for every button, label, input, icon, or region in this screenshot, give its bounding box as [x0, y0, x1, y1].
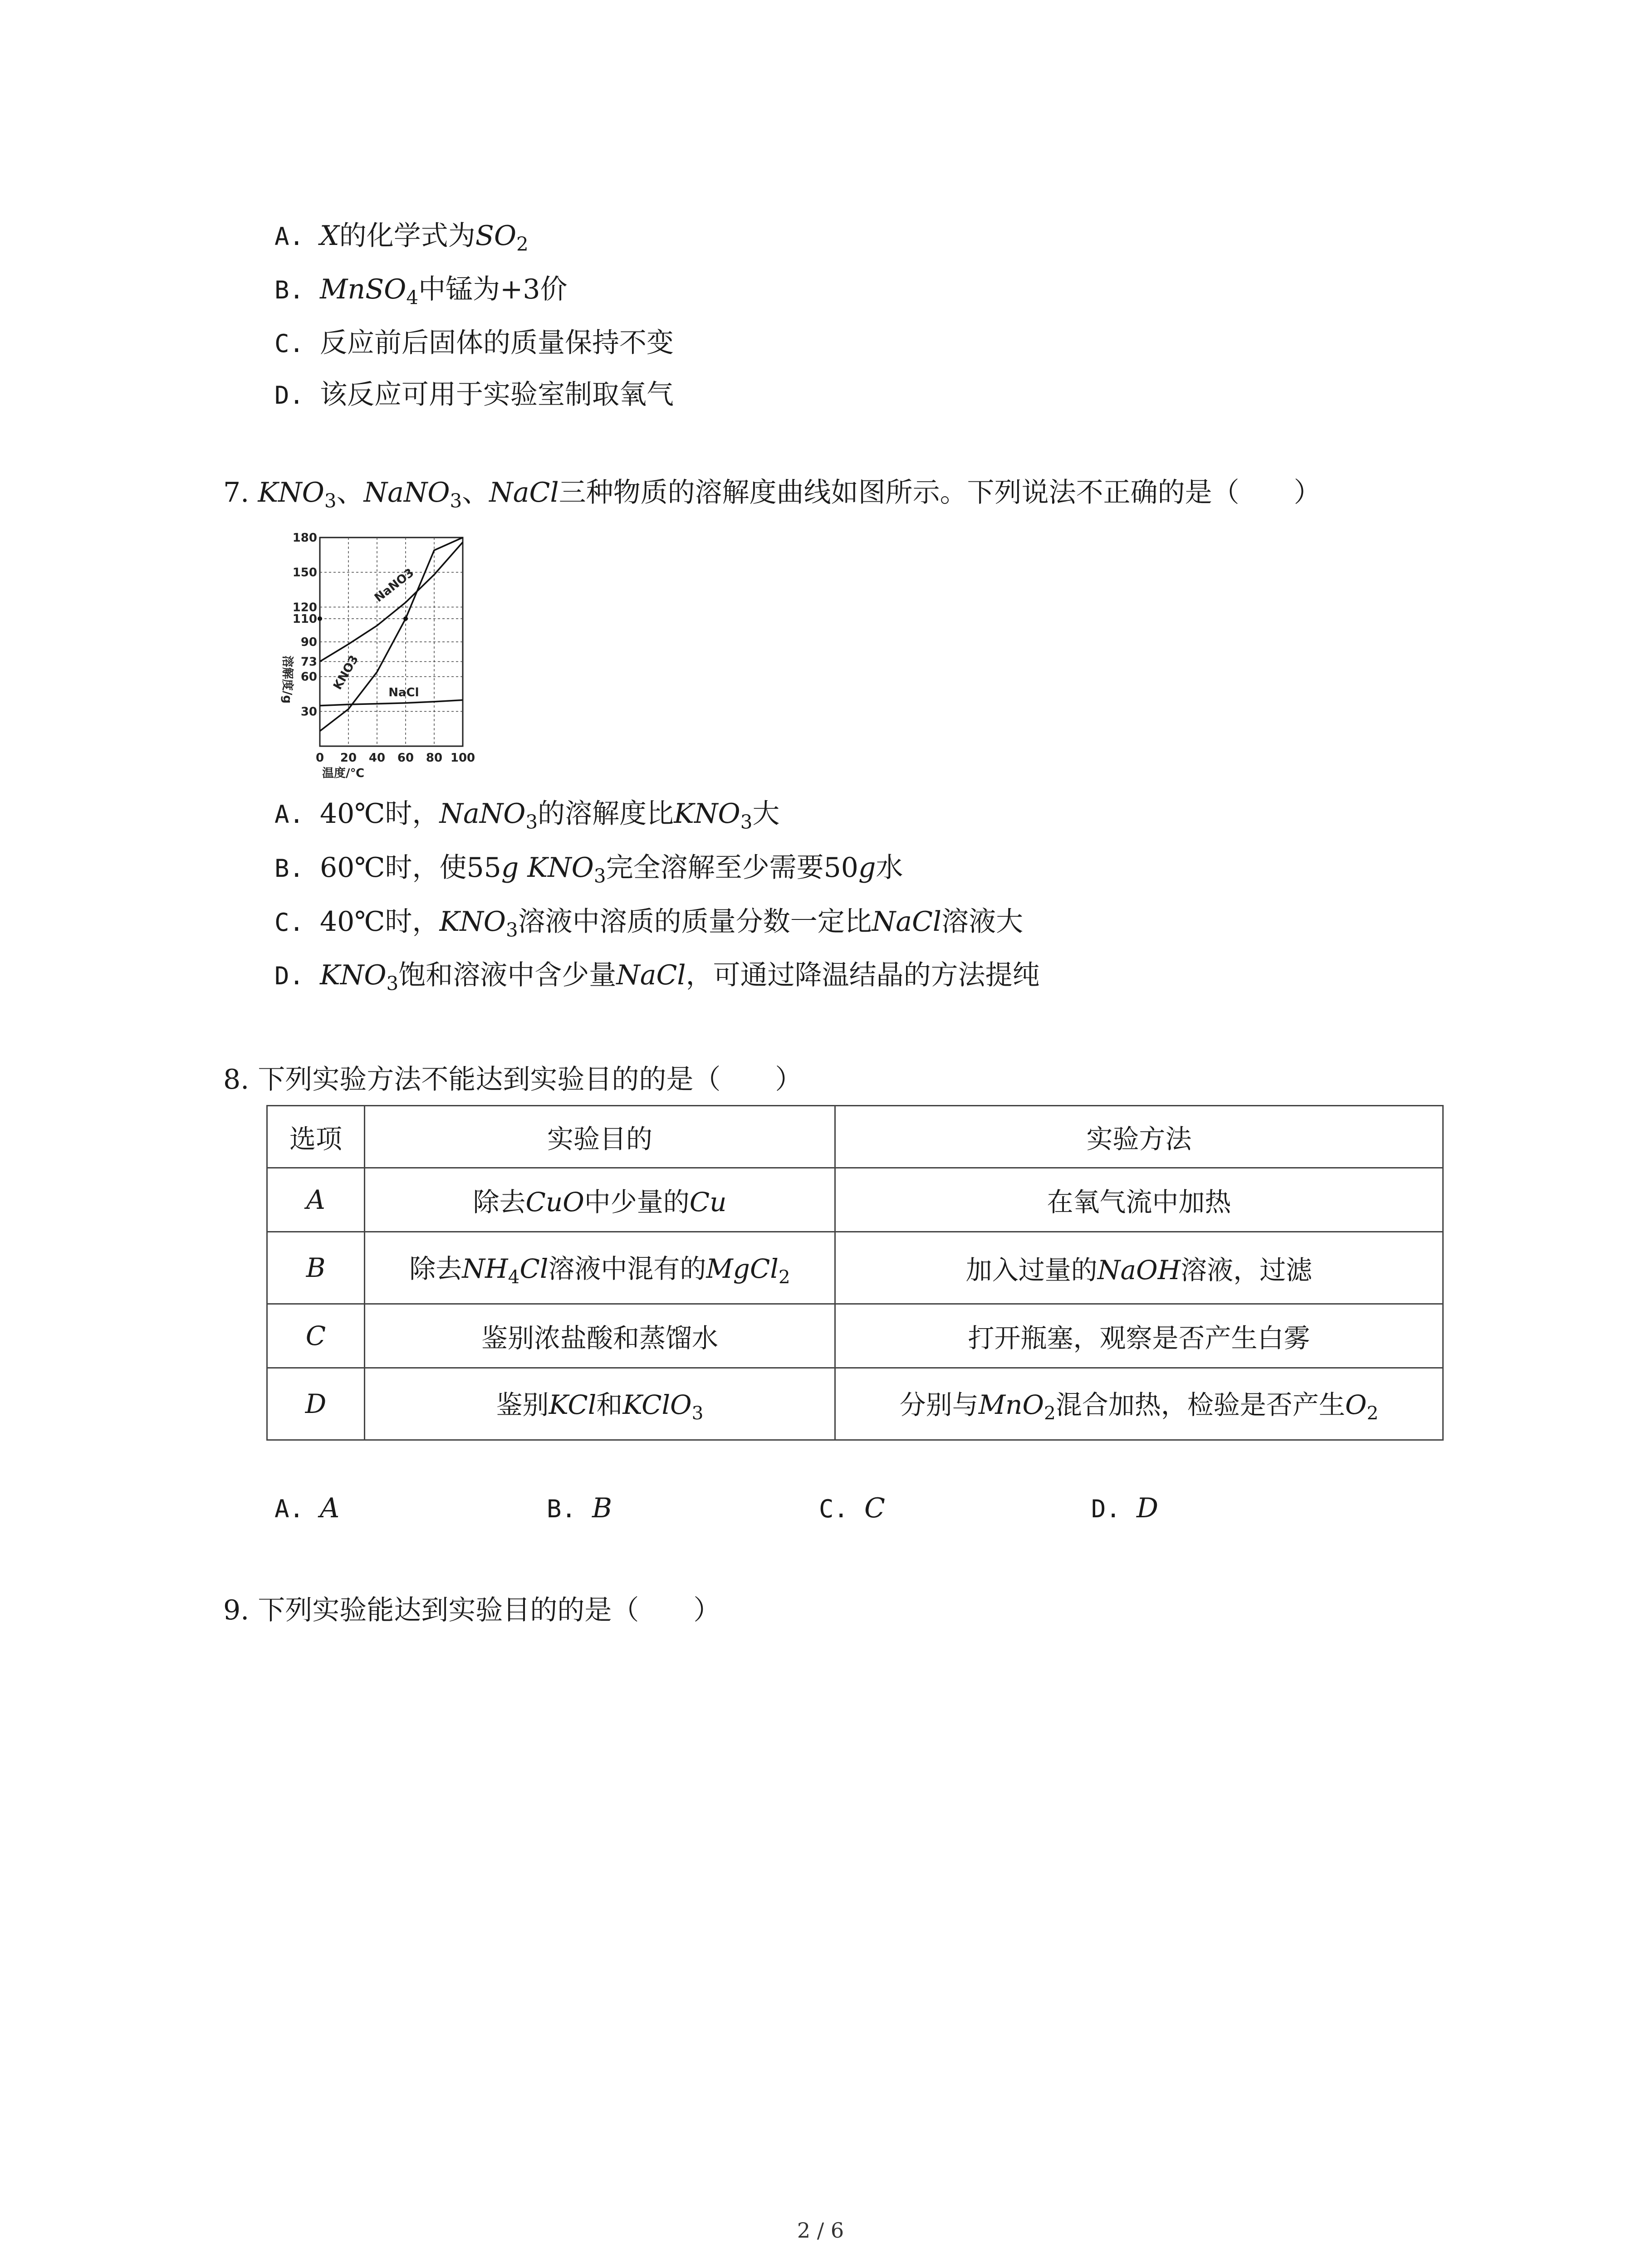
y-tick-label: 30 — [300, 705, 317, 719]
table-header-method: 实验方法 — [835, 1106, 1443, 1168]
table-row: B 除去$NH_4Cl$溶液中混有的MgCl$_2$ 加入过量的NaOH溶液，过滤 — [267, 1232, 1443, 1304]
y-tick-label: 120 — [292, 601, 317, 615]
series-label: NaCl — [388, 686, 419, 700]
table-row: C 鉴别浓盐酸和蒸馏水 打开瓶塞，观察是否产生白雾 — [267, 1304, 1443, 1368]
y-tick-label: 73 — [300, 655, 317, 669]
x-tick-label: 40 — [368, 751, 386, 765]
x-tick-label: 0 — [315, 751, 324, 765]
q8-option-a: A. A — [274, 1492, 340, 1524]
solubility-chart — [268, 528, 481, 782]
table-header-option: 选项 — [267, 1106, 365, 1168]
page-number: 2 / 6 — [797, 2218, 844, 2243]
q6-option-b: B. MnSO$_4$中锰为+3价 — [274, 274, 568, 309]
table-row: D 鉴别KCl和KClO$_3$ 分别与MnO$_2$混合加热，检验是否产生$O_2$ — [267, 1368, 1443, 1440]
series-label: NaNO3 — [372, 566, 417, 605]
q7-option-c: C. 40℃时，$KNO_3$溶液中溶质的质量分数一定比NaCl溶液大 — [274, 906, 1024, 941]
x-axis-label: 温度/℃ — [322, 767, 364, 780]
curve-nano3 — [320, 542, 463, 661]
intersection-point — [403, 616, 408, 621]
q7-option-a: A. 40℃时，NaNO$_3$的溶解度比$KNO_3$大 — [274, 798, 780, 833]
curve-nacl — [320, 700, 463, 705]
q8-option-c: C. C — [819, 1492, 885, 1524]
q8-stem: 8. 下列实验方法不能达到实验目的的是（ ） — [223, 1064, 803, 1095]
axis-marker-point — [318, 616, 322, 621]
q7-stem: 7. $KNO_3$、NaNO$_3$、NaCl三种物质的溶解度曲线如图所示。下列说法不正确的是（ ） — [223, 477, 1321, 512]
experiment-table — [266, 1105, 1444, 1441]
q9-stem: 9. 下列实验能达到实验目的的是（ ） — [223, 1594, 721, 1626]
table-header-purpose: 实验目的 — [365, 1106, 835, 1168]
y-tick-label: 180 — [292, 531, 317, 545]
y-tick-label: 150 — [292, 566, 317, 580]
x-tick-label: 60 — [397, 751, 414, 765]
q8-option-d: D. D — [1091, 1492, 1159, 1524]
q7-option-d: D. $KNO_3$饱和溶液中含少量NaCl，可通过降温结晶的方法提纯 — [274, 959, 1040, 995]
x-tick-label: 20 — [340, 751, 357, 765]
table-row: A 除去CuO中少量的Cu 在氧气流中加热 — [267, 1168, 1443, 1232]
x-tick-label: 80 — [426, 751, 443, 765]
q6-option-c: C. 反应前后固体的质量保持不变 — [274, 327, 674, 359]
y-tick-label: 60 — [300, 670, 317, 684]
q8-option-b: B. B — [547, 1492, 612, 1524]
q7-option-b: B. 60℃时，使55g $KNO_3$完全溶解至少需要50g水 — [274, 852, 903, 887]
q6-option-d: D. 该反应可用于实验室制取氧气 — [274, 379, 674, 411]
x-tick-label: 100 — [450, 751, 475, 765]
q6-option-a: A. X的化学式为$SO_2$ — [274, 220, 529, 255]
y-tick-label: 110 — [292, 612, 317, 626]
y-axis-label: 溶解度/g — [280, 655, 294, 704]
y-tick-label: 90 — [300, 635, 317, 649]
series-label: KNO3 — [331, 653, 362, 692]
